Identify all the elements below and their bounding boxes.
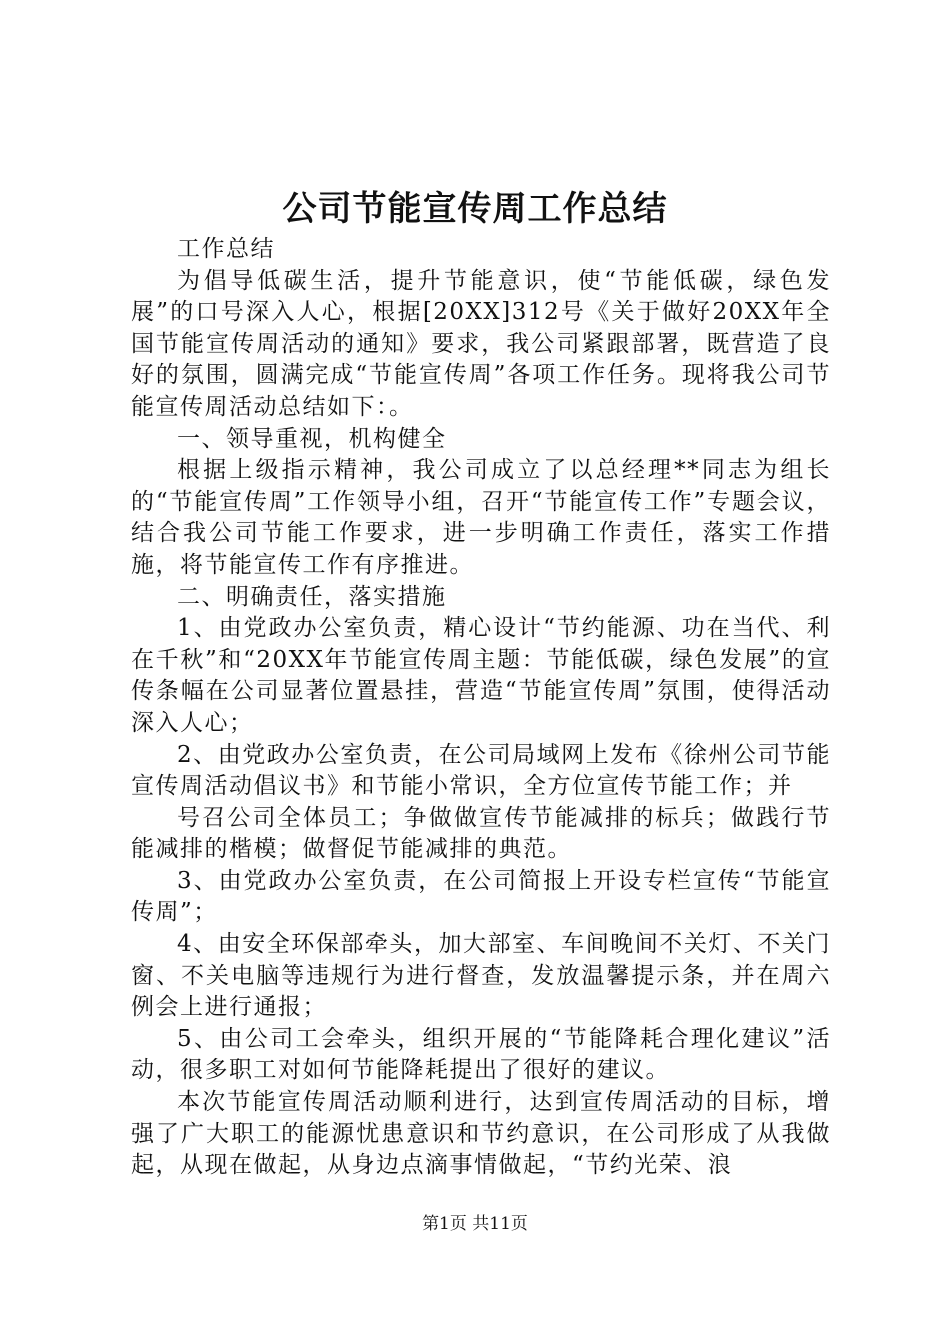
document-title: 公司节能宣传周工作总结: [282, 189, 668, 229]
list-item-4: 4、由安全环保部牵头，加大部室、车间晚间不关灯、不关门窗、不关电脑等违规行为进行督查，发放温馨提示条，并在周六例会上进行通报；: [131, 931, 831, 1021]
section-heading-1: 一、领导重视，机构健全: [177, 425, 447, 452]
list-item-1: 1、由党政办公室负责，精心设计“节约能源、功在当代、利在千秋”和“20XX年节能宣传周主题：节能低碳，绿色发展”的宣传条幅在公司显著位置悬挂，营造“节能宣传周”氛围，使得活动深入人心；: [131, 615, 831, 736]
list-item-2-continued: 号召公司全体员工；争做做宣传节能减排的标兵；做践行节能减排的楷模；做督促节能减排的典范。: [131, 804, 831, 863]
list-item-5: 5、由公司工会牵头，组织开展的“节能降耗合理化建议”活动，很多职工对如何节能降耗提出了很好的建议。: [131, 1025, 831, 1084]
section-heading-2: 二、明确责任，落实措施: [177, 583, 447, 610]
paragraph-intro: 为倡导低碳生活，提升节能意识，使“节能低碳，绿色发展”的口号深入人心，根据[20XX]312号《关于做好20XX年全国节能宣传周活动的通知》要求，我公司紧跟部署，既营造了良好的氛围，圆满完成“节能宣传周”各项工作任务。现将我公司节能宣传周活动总结如下：。: [131, 267, 831, 420]
document-body: [131, 234, 831, 1182]
paragraph-heading-summary: 工作总结: [177, 236, 275, 262]
page-number-footer: 第1页 共11页: [422, 1214, 528, 1234]
paragraph-section-1: 根据上级指示精神，我公司成立了以总经理**同志为组长的“节能宣传周”工作领导小组，召开“节能宣传工作”专题会议，结合我公司节能工作要求，进一步明确工作责任，落实工作措施，将节能宣传工作有序推进。: [131, 457, 831, 578]
paragraph-conclusion: 本次节能宣传周活动顺利进行，达到宣传周活动的目标，增强了广大职工的能源忧患意识和节约意识，在公司形成了从我做起，从现在做起，从身边点滴事情做起，“节约光荣、浪: [131, 1089, 831, 1179]
list-item-3: 3、由党政办公室负责，在公司简报上开设专栏宣传“节能宣传周”；: [131, 867, 831, 926]
list-item-2: 2、由党政办公室负责，在公司局域网上发布《徐州公司节能宣传周活动倡议书》和节能小常识，全方位宣传节能工作；并: [131, 741, 831, 800]
